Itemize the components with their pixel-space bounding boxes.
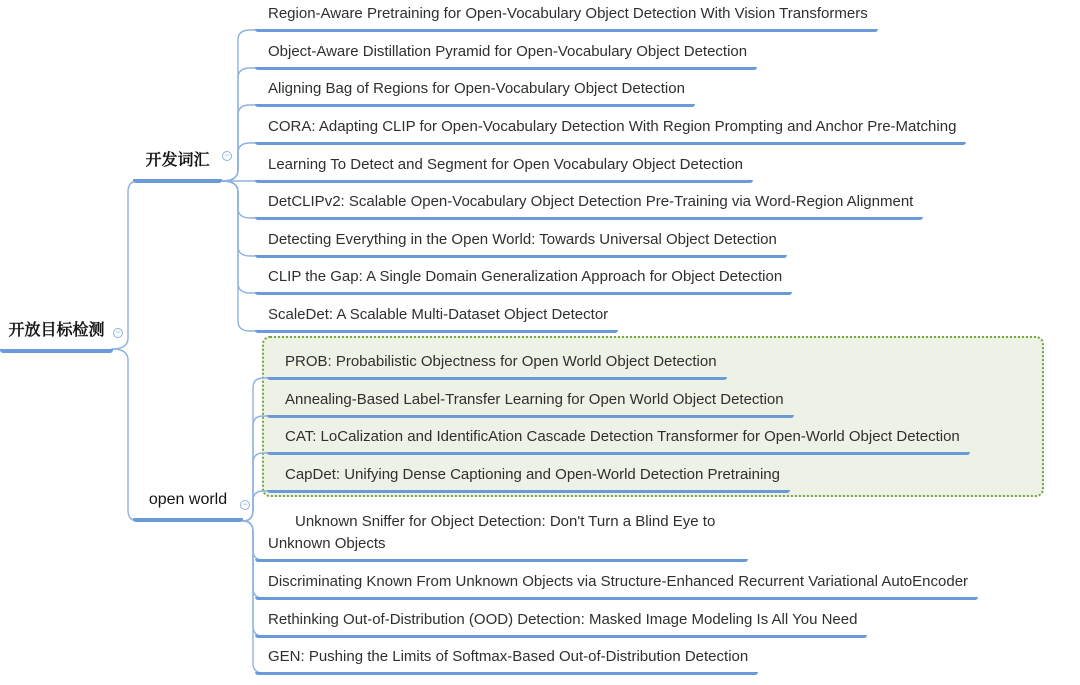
paper-node[interactable]: CLIP the Gap: A Single Domain Generalization Approach for Object Detection <box>255 264 792 295</box>
paper-node[interactable]: Object-Aware Distillation Pyramid for Open-Vocabulary Object Detection <box>255 39 757 70</box>
connector <box>112 181 138 349</box>
paper-node[interactable]: CapDet: Unifying Dense Captioning and Open-World Detection Pretraining <box>267 462 790 493</box>
paper-node[interactable]: CORA: Adapting CLIP for Open-Vocabulary Detection With Region Prompting and Anchor Pre-Matching <box>255 114 966 145</box>
collapse-toggle-icon[interactable]: − <box>240 500 250 510</box>
paper-node[interactable]: Unknown Sniffer for Object Detection: Don't Turn a Blind Eye to Unknown Objects <box>255 509 748 562</box>
paper-node[interactable]: Discriminating Known From Unknown Objects via Structure-Enhanced Recurrent Variational AutoEncoder <box>255 569 978 600</box>
collapse-toggle-icon[interactable]: − <box>113 328 123 338</box>
paper-node[interactable]: Annealing-Based Label-Transfer Learning for Open World Object Detection <box>267 387 794 418</box>
paper-node[interactable]: CAT: LoCalization and IdentificAtion Cascade Detection Transformer for Open-World Object Detection <box>267 424 970 455</box>
connector <box>222 181 258 331</box>
paper-node[interactable]: Aligning Bag of Regions for Open-Vocabulary Object Detection <box>255 76 695 107</box>
paper-node[interactable]: PROB: Probabilistic Objectness for Open World Object Detection <box>267 349 727 380</box>
paper-node[interactable]: Learning To Detect and Segment for Open Vocabulary Object Detection <box>255 152 753 183</box>
branch-topic-open-world[interactable]: open world <box>133 489 243 522</box>
paper-node[interactable]: Rethinking Out-of-Distribution (OOD) Detection: Masked Image Modeling Is All You Need <box>255 607 867 638</box>
connector <box>222 143 258 181</box>
paper-node[interactable]: DetCLIPv2: Scalable Open-Vocabulary Object Detection Pre-Training via Word-Region Alignment <box>255 189 923 220</box>
connector <box>222 68 258 181</box>
connector <box>222 105 258 181</box>
paper-node[interactable]: Detecting Everything in the Open World: Towards Universal Object Detection <box>255 227 787 258</box>
paper-node[interactable]: ScaleDet: A Scalable Multi-Dataset Object Detector <box>255 302 618 333</box>
paper-node[interactable]: GEN: Pushing the Limits of Softmax-Based Out-of-Distribution Detection <box>255 644 758 675</box>
collapse-toggle-icon[interactable]: − <box>222 151 232 161</box>
branch-topic-vocab[interactable]: 开发词汇 <box>133 150 222 183</box>
paper-node[interactable]: Region-Aware Pretraining for Open-Vocabulary Object Detection With Vision Transformers <box>255 1 878 32</box>
connector <box>222 181 258 256</box>
connector <box>222 181 258 293</box>
connector <box>222 181 258 218</box>
root-topic[interactable]: 开放目标检测 <box>0 320 113 353</box>
